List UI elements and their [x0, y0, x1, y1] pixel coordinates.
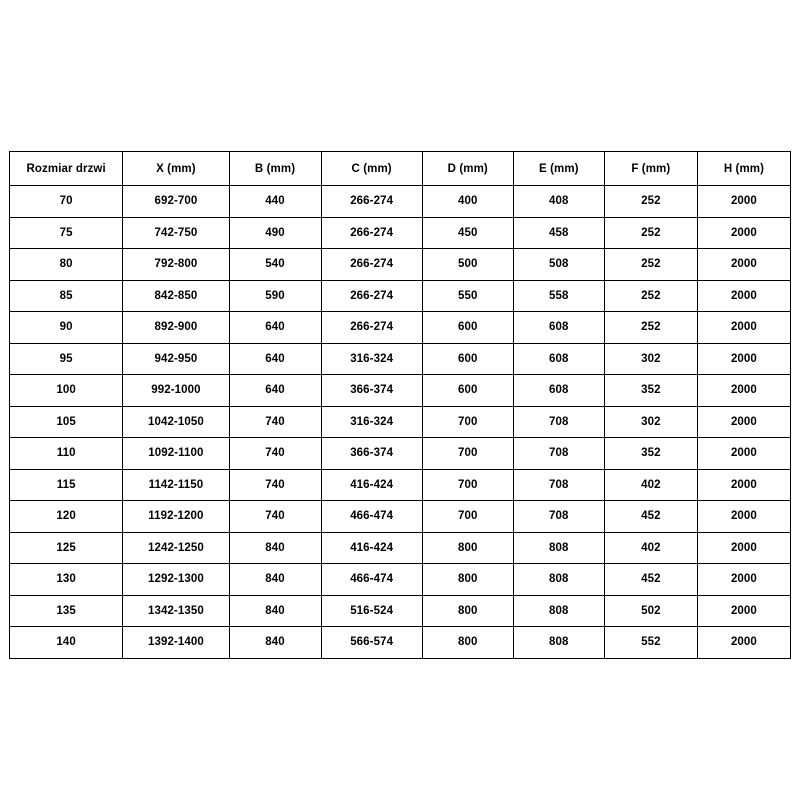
- cell-h: 2000: [697, 564, 790, 596]
- cell-rozmiar-drzwi: 75: [10, 217, 123, 249]
- cell-c: 266-274: [321, 217, 422, 249]
- cell-x: 942-950: [123, 343, 229, 375]
- cell-c: 266-274: [321, 249, 422, 281]
- cell-f: 402: [604, 532, 697, 564]
- cell-e: 608: [513, 312, 604, 344]
- cell-b: 640: [229, 312, 321, 344]
- cell-c: 316-324: [321, 406, 422, 438]
- cell-rozmiar-drzwi: 100: [10, 375, 123, 407]
- cell-e: 608: [513, 343, 604, 375]
- cell-e: 708: [513, 501, 604, 533]
- cell-f: 252: [604, 217, 697, 249]
- cell-f: 252: [604, 186, 697, 218]
- cell-c: 516-524: [321, 595, 422, 627]
- cell-d: 700: [422, 406, 513, 438]
- cell-f: 452: [604, 501, 697, 533]
- cell-h: 2000: [697, 343, 790, 375]
- cell-c: 266-274: [321, 186, 422, 218]
- cell-x: 1342-1350: [123, 595, 229, 627]
- cell-rozmiar-drzwi: 125: [10, 532, 123, 564]
- column-header-rozmiar-drzwi: Rozmiar drzwi: [10, 152, 123, 186]
- cell-f: 352: [604, 375, 697, 407]
- cell-rozmiar-drzwi: 90: [10, 312, 123, 344]
- cell-h: 2000: [697, 595, 790, 627]
- cell-d: 700: [422, 469, 513, 501]
- cell-h: 2000: [697, 627, 790, 659]
- cell-f: 252: [604, 249, 697, 281]
- cell-h: 2000: [697, 217, 790, 249]
- cell-c: 466-474: [321, 501, 422, 533]
- table-row: [10, 438, 791, 470]
- cell-f: 252: [604, 312, 697, 344]
- table-row: [10, 217, 791, 249]
- cell-c: 416-424: [321, 532, 422, 564]
- cell-rozmiar-drzwi: 70: [10, 186, 123, 218]
- door-size-spec-table: [9, 151, 791, 659]
- cell-rozmiar-drzwi: 120: [10, 501, 123, 533]
- column-header-b: B (mm): [229, 152, 321, 186]
- cell-d: 600: [422, 375, 513, 407]
- cell-h: 2000: [697, 438, 790, 470]
- cell-f: 402: [604, 469, 697, 501]
- cell-x: 1142-1150: [123, 469, 229, 501]
- table-row: [10, 375, 791, 407]
- cell-b: 440: [229, 186, 321, 218]
- cell-f: 252: [604, 280, 697, 312]
- cell-b: 740: [229, 406, 321, 438]
- cell-rozmiar-drzwi: 110: [10, 438, 123, 470]
- cell-c: 366-374: [321, 438, 422, 470]
- cell-d: 800: [422, 564, 513, 596]
- table-row: [10, 186, 791, 218]
- cell-e: 808: [513, 627, 604, 659]
- cell-b: 840: [229, 595, 321, 627]
- cell-c: 266-274: [321, 312, 422, 344]
- cell-b: 490: [229, 217, 321, 249]
- cell-rozmiar-drzwi: 85: [10, 280, 123, 312]
- cell-e: 808: [513, 595, 604, 627]
- column-header-x: X (mm): [123, 152, 229, 186]
- cell-rozmiar-drzwi: 140: [10, 627, 123, 659]
- cell-x: 742-750: [123, 217, 229, 249]
- cell-x: 992-1000: [123, 375, 229, 407]
- cell-h: 2000: [697, 186, 790, 218]
- cell-e: 458: [513, 217, 604, 249]
- cell-c: 466-474: [321, 564, 422, 596]
- column-header-d: D (mm): [422, 152, 513, 186]
- cell-x: 1392-1400: [123, 627, 229, 659]
- cell-b: 640: [229, 343, 321, 375]
- cell-d: 600: [422, 343, 513, 375]
- table-row: [10, 627, 791, 659]
- cell-rozmiar-drzwi: 80: [10, 249, 123, 281]
- cell-x: 1292-1300: [123, 564, 229, 596]
- cell-e: 808: [513, 532, 604, 564]
- table-body: [10, 186, 791, 659]
- cell-d: 450: [422, 217, 513, 249]
- cell-e: 558: [513, 280, 604, 312]
- column-header-h: H (mm): [697, 152, 790, 186]
- cell-b: 840: [229, 564, 321, 596]
- column-header-f: F (mm): [604, 152, 697, 186]
- cell-h: 2000: [697, 280, 790, 312]
- cell-d: 700: [422, 438, 513, 470]
- table-row: [10, 595, 791, 627]
- cell-b: 740: [229, 469, 321, 501]
- cell-x: 792-800: [123, 249, 229, 281]
- cell-b: 590: [229, 280, 321, 312]
- cell-c: 316-324: [321, 343, 422, 375]
- cell-f: 302: [604, 406, 697, 438]
- table-row: [10, 406, 791, 438]
- cell-h: 2000: [697, 406, 790, 438]
- cell-b: 540: [229, 249, 321, 281]
- cell-x: 892-900: [123, 312, 229, 344]
- cell-f: 552: [604, 627, 697, 659]
- cell-h: 2000: [697, 501, 790, 533]
- cell-c: 366-374: [321, 375, 422, 407]
- cell-d: 400: [422, 186, 513, 218]
- cell-b: 740: [229, 438, 321, 470]
- cell-c: 266-274: [321, 280, 422, 312]
- cell-h: 2000: [697, 532, 790, 564]
- cell-d: 550: [422, 280, 513, 312]
- cell-e: 408: [513, 186, 604, 218]
- cell-e: 808: [513, 564, 604, 596]
- cell-b: 640: [229, 375, 321, 407]
- cell-b: 840: [229, 532, 321, 564]
- cell-d: 800: [422, 532, 513, 564]
- spec-table-container: [9, 151, 791, 659]
- cell-d: 800: [422, 595, 513, 627]
- cell-d: 700: [422, 501, 513, 533]
- cell-b: 740: [229, 501, 321, 533]
- cell-f: 502: [604, 595, 697, 627]
- cell-f: 352: [604, 438, 697, 470]
- table-header-row: [10, 152, 791, 186]
- table-row: [10, 343, 791, 375]
- cell-c: 416-424: [321, 469, 422, 501]
- table-row: [10, 280, 791, 312]
- cell-rozmiar-drzwi: 135: [10, 595, 123, 627]
- cell-h: 2000: [697, 312, 790, 344]
- cell-h: 2000: [697, 469, 790, 501]
- cell-d: 600: [422, 312, 513, 344]
- cell-x: 1042-1050: [123, 406, 229, 438]
- cell-x: 1092-1100: [123, 438, 229, 470]
- cell-e: 508: [513, 249, 604, 281]
- cell-d: 500: [422, 249, 513, 281]
- cell-h: 2000: [697, 375, 790, 407]
- cell-e: 708: [513, 469, 604, 501]
- cell-d: 800: [422, 627, 513, 659]
- cell-f: 302: [604, 343, 697, 375]
- table-row: [10, 469, 791, 501]
- cell-x: 1192-1200: [123, 501, 229, 533]
- cell-e: 708: [513, 406, 604, 438]
- table-row: [10, 312, 791, 344]
- cell-rozmiar-drzwi: 115: [10, 469, 123, 501]
- cell-x: 1242-1250: [123, 532, 229, 564]
- table-row: [10, 501, 791, 533]
- cell-x: 842-850: [123, 280, 229, 312]
- table-row: [10, 564, 791, 596]
- column-header-c: C (mm): [321, 152, 422, 186]
- cell-f: 452: [604, 564, 697, 596]
- cell-rozmiar-drzwi: 105: [10, 406, 123, 438]
- table-row: [10, 249, 791, 281]
- cell-e: 708: [513, 438, 604, 470]
- cell-x: 692-700: [123, 186, 229, 218]
- cell-b: 840: [229, 627, 321, 659]
- cell-c: 566-574: [321, 627, 422, 659]
- cell-h: 2000: [697, 249, 790, 281]
- cell-e: 608: [513, 375, 604, 407]
- cell-rozmiar-drzwi: 130: [10, 564, 123, 596]
- column-header-e: E (mm): [513, 152, 604, 186]
- table-row: [10, 532, 791, 564]
- cell-rozmiar-drzwi: 95: [10, 343, 123, 375]
